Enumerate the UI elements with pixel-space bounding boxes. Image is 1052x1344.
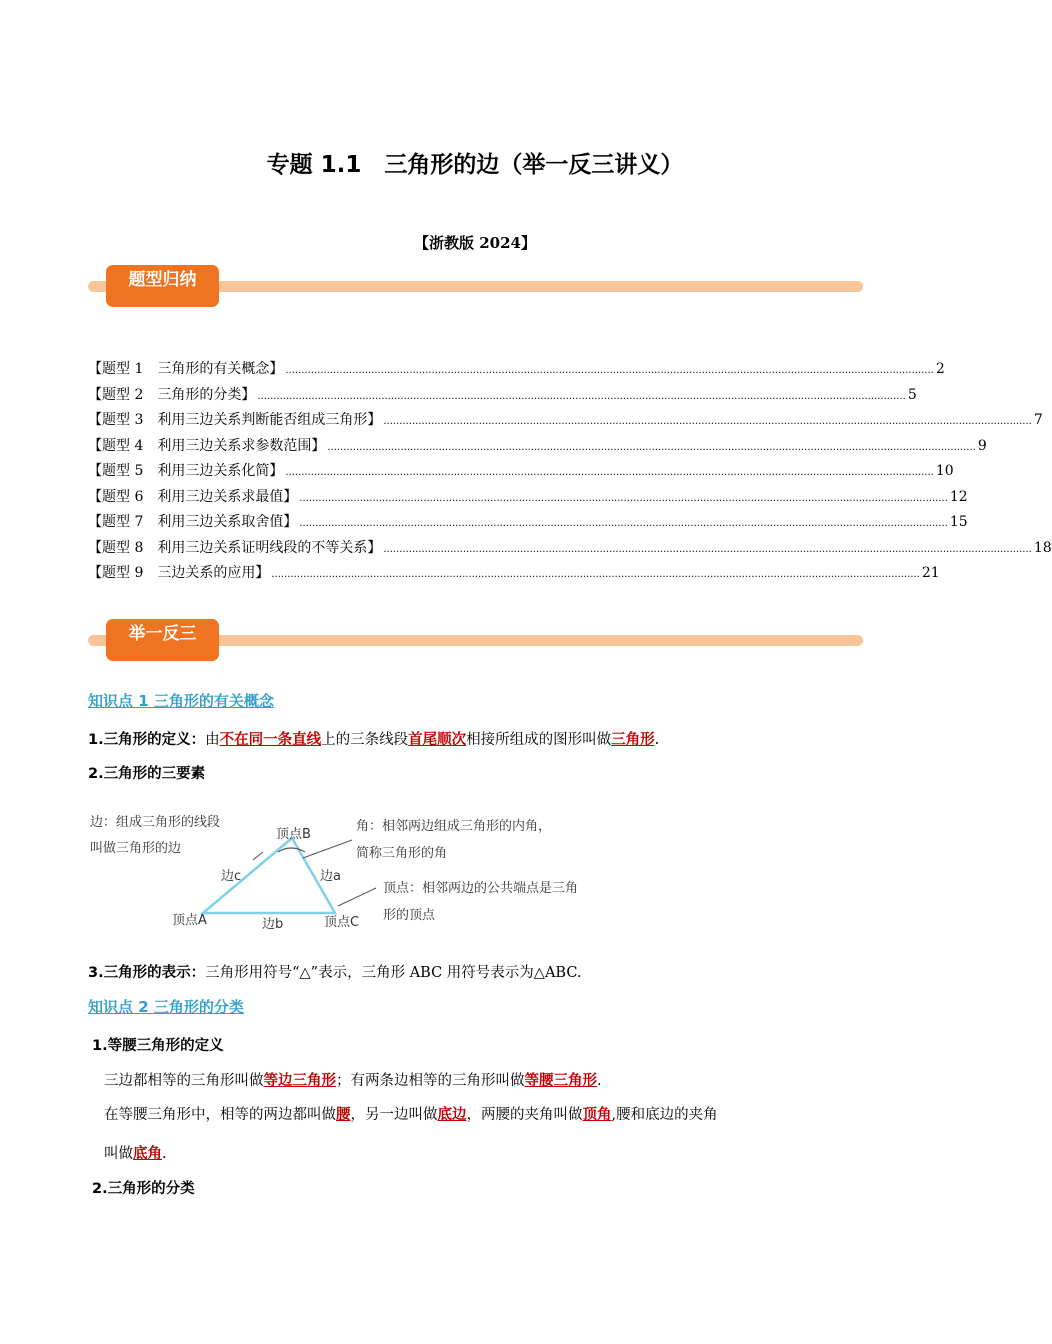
knowledge-point-heading: 知识点 2 三角形的分类 xyxy=(88,998,244,1016)
toc-entry[interactable]: 【题型 1 三角形的有关概念】 ............................................................................................................................................................................................................ 2 xyxy=(88,361,945,377)
isosceles-definition-line1: 三边都相等的三角形叫做等边三角形；有两条边相等的三角形叫做等腰三角形. xyxy=(104,1073,602,1089)
triangle-notation: 3.三角形的表示：三角形用符号“△”表示，三角形 ABC 用符号表示为△ABC. xyxy=(88,965,582,981)
vertex-note-line1: 顶点：相邻两边的公共端点是三角 xyxy=(383,881,579,896)
toc-entry[interactable]: 【题型 7 利用三边关系取舍值】 ............................................................................................................................................................................................................ 15 xyxy=(88,514,968,530)
isosceles-definition-line2: 在等腰三角形中，相等的两边都叫做腰，另一边叫做底边，两腰的夹角叫做顶角,腰和底边的夹角 xyxy=(104,1107,718,1123)
edition-label: 【浙教版 2024】 xyxy=(414,234,536,252)
angle-note-line1: 角：相邻两边组成三角形的内角， xyxy=(356,819,552,834)
section-tab-summary: 题型归纳 xyxy=(106,265,219,307)
three-elements-heading: 2.三角形的三要素 xyxy=(88,766,206,782)
side-note-line1: 边：组成三角形的线段 xyxy=(90,815,221,830)
page-title: 专题 1.1 三角形的边（举一反三讲义） xyxy=(266,152,684,178)
toc-entry[interactable]: 【题型 4 利用三边关系求参数范围】 ............................................................................................................................................................................................................ 9 xyxy=(88,437,987,454)
toc-entry[interactable]: 【题型 5 利用三边关系化简】 ............................................................................................................................................................................................................ 10 xyxy=(88,463,954,479)
vertex-b-label: 顶点B xyxy=(276,827,311,842)
toc-entry[interactable]: 【题型 9 三边关系的应用】 ............................................................................................................................................................................................................ 21 xyxy=(88,565,940,581)
side-c-label: 边c xyxy=(221,869,242,884)
isosceles-definition-line3: 叫做底角. xyxy=(104,1146,167,1162)
knowledge-point-heading: 知识点 1 三角形的有关概念 xyxy=(88,692,274,710)
triangle-classification-heading: 2.三角形的分类 xyxy=(92,1181,195,1197)
isosceles-definition-heading: 1.等腰三角形的定义 xyxy=(92,1038,224,1054)
toc-entry[interactable]: 【题型 8 利用三边关系证明线段的不等关系】 ............................................................................................................................................................................................................ 18 xyxy=(88,539,1052,556)
vertex-note-line2: 形的顶点 xyxy=(383,908,436,923)
triangle-elements-figure xyxy=(90,800,590,942)
section-tab-practice: 举一反三 xyxy=(106,619,219,661)
angle-note-line2: 简称三角形的角 xyxy=(356,846,448,861)
side-b-label: 边b xyxy=(262,917,284,932)
vertex-c-label: 顶点C xyxy=(324,915,360,930)
side-note-line2: 叫做三角形的边 xyxy=(90,841,182,856)
toc-entry[interactable]: 【题型 3 利用三边关系判断能否组成三角形】 ............................................................................................................................................................................................................ 7 xyxy=(88,412,1043,428)
side-a-label: 边a xyxy=(320,869,341,884)
vertex-a-label: 顶点A xyxy=(172,913,207,928)
triangle-definition: 1.三角形的定义：由不在同一条直线上的三条线段首尾顺次相接所组成的图形叫做三角形. xyxy=(88,732,660,748)
table-of-contents xyxy=(88,358,1052,588)
toc-entry[interactable]: 【题型 6 利用三边关系求最值】 ............................................................................................................................................................................................................ 12 xyxy=(88,488,968,505)
toc-entry[interactable]: 【题型 2 三角形的分类】 ............................................................................................................................................................................................................ 5 xyxy=(88,386,917,403)
